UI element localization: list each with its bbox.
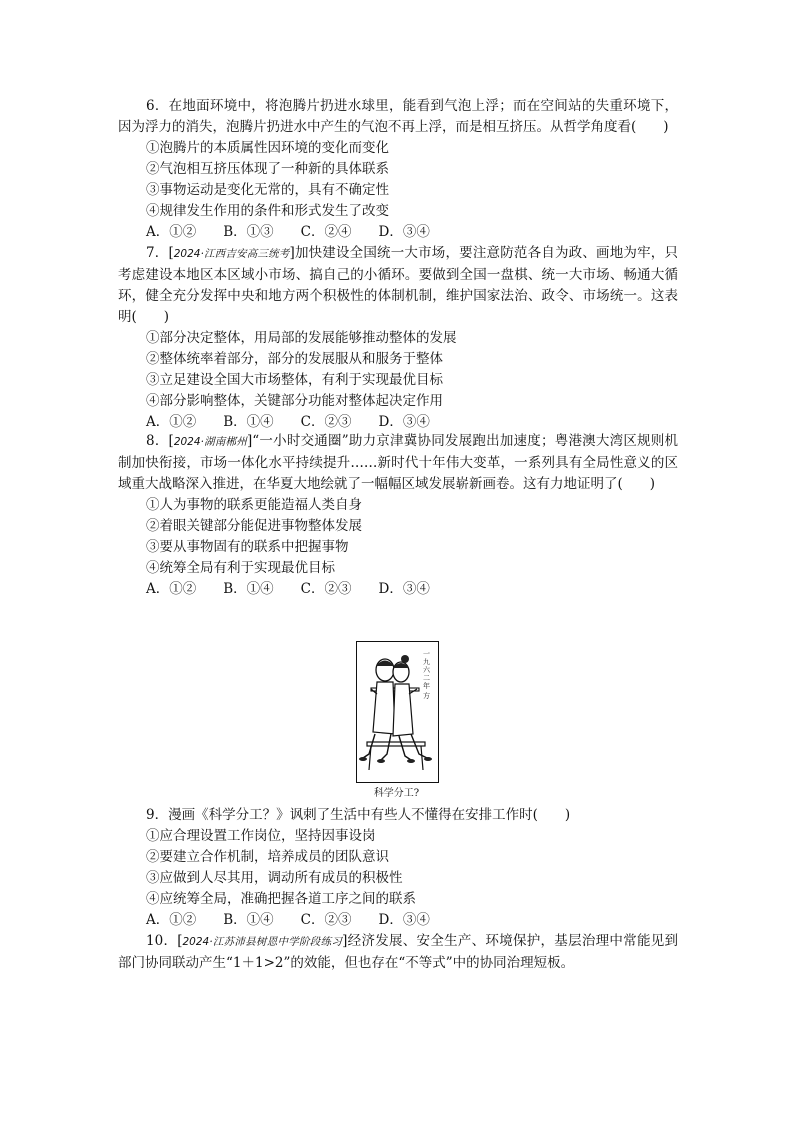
svg-text:年: 年	[423, 682, 430, 690]
question-10-stem-text: ]经济发展、安全生产、环境保护，基层治理中常能见到部门协同联动产生“1＋1>2”的效能，但也存在“不等式”中的协同治理短板。	[118, 933, 678, 971]
question-8-stem-text: ]“一小时交通圈”助力京津冀协同发展跑出加速度；粤港澳大湾区规则机制加快衔接，市场一体化水平持续提升……新时代十年伟大变革，一系列具有全局性意义的区域重大战略深入推进，在华夏大地绘就了一幅幅区域发展崭新画卷。这有力地证明了( )	[118, 433, 679, 492]
question-9-option-2: ②要建立合作机制，培养成员的团队意识	[146, 849, 389, 865]
question-7-option-2: ②整体统率着部分，部分的发展服从和服务于整体	[146, 351, 443, 367]
question-6-choices: A．①② B．①③ C．②④ D．③④	[146, 224, 430, 240]
cartoon-caption: 科学分工?	[373, 788, 420, 799]
question-10-number: 10．[	[146, 933, 183, 949]
question-6-option-2: ②气泡相互挤压体现了一种新的具体联系	[146, 161, 389, 177]
question-9-option-1: ①应合理设置工作岗位，坚持因事设岗	[146, 828, 376, 844]
svg-text:六: 六	[423, 666, 430, 674]
question-10-stem	[118, 931, 678, 974]
question-9-stem: 9．漫画《科学分工？》讽刺了生活中有些人不懂得在安排工作时( )	[146, 807, 571, 823]
question-8-option-3: ③要从事物固有的联系中把握事物	[146, 539, 349, 555]
question-9-choices: A．①② B．①④ C．②③ D．③④	[146, 912, 430, 928]
question-7-source: 2024·江西吉安高三统考	[173, 248, 290, 260]
svg-text:一: 一	[423, 650, 430, 658]
svg-text:九: 九	[423, 658, 430, 666]
question-6-option-1: ①泡腾片的本质属性因环境的变化而变化	[146, 140, 389, 156]
question-8	[118, 431, 678, 600]
question-8-source: 2024·湖南郴州	[173, 436, 247, 448]
question-8-stem	[118, 431, 678, 495]
question-7-option-1: ①部分决定整体，用局部的发展能够推动整体的发展	[146, 330, 457, 346]
question-8-choices: A．①② B．①④ C．②③ D．③④	[146, 581, 430, 597]
question-8-option-2: ②着眼关键部分能促进事物整体发展	[146, 518, 362, 534]
question-7-option-4: ④部分影响整体，关键部分功能对整体起决定作用	[146, 393, 443, 409]
question-9-option-4: ④应统筹全局，准确把握各道工序之间的联系	[146, 891, 416, 907]
question-7-stem-text: ]加快建设全国统一大市场，要注意防范各自为政、画地为牢，只考虑建设本地区本区域小市场、搞自己的小循环。要做到全国一盘棋、统一大市场、畅通大循环，健全充分发挥中央和地方两个积极性的体制机制，维护国家法治、政令、市场统一。这表明( )	[118, 245, 678, 325]
question-9	[118, 805, 678, 931]
question-7-choices: A．①② B．①④ C．②③ D．③④	[146, 414, 430, 430]
cartoon-image	[356, 641, 439, 783]
question-10	[118, 931, 678, 974]
question-7-option-3: ③立足建设全国大市场整体，有利于实现最优目标	[146, 372, 443, 388]
question-8-option-1: ①人为事物的联系更能造福人类自身	[146, 497, 362, 513]
question-8-option-4: ④统筹全局有利于实现最优目标	[146, 560, 335, 576]
cartoon-drawing	[357, 642, 438, 782]
question-6-option-4: ④规律发生作用的条件和形式发生了改变	[146, 203, 389, 219]
question-9-option-3: ③应做到人尽其用，调动所有成员的积极性	[146, 870, 403, 886]
question-7-number: 7．[	[146, 245, 174, 261]
question-7-stem	[118, 243, 678, 328]
question-10-source: 2024·江苏沛县树恩中学阶段练习	[182, 936, 343, 948]
question-6-option-3: ③事物运动是变化无常的，具有不确定性	[146, 182, 389, 198]
svg-text:二: 二	[423, 674, 430, 682]
svg-text:方: 方	[423, 692, 430, 700]
question-6-stem: 6．在地面环境中，将泡腾片扔进水球里，能看到气泡上浮；而在空间站的失重环境下，因为浮力的消失，泡腾片扔进水中产生的气泡不再上浮，而是相互挤压。从哲学角度看( )	[118, 98, 678, 135]
question-6	[118, 96, 678, 243]
question-7	[118, 243, 678, 433]
question-8-number: 8．[	[146, 433, 174, 449]
